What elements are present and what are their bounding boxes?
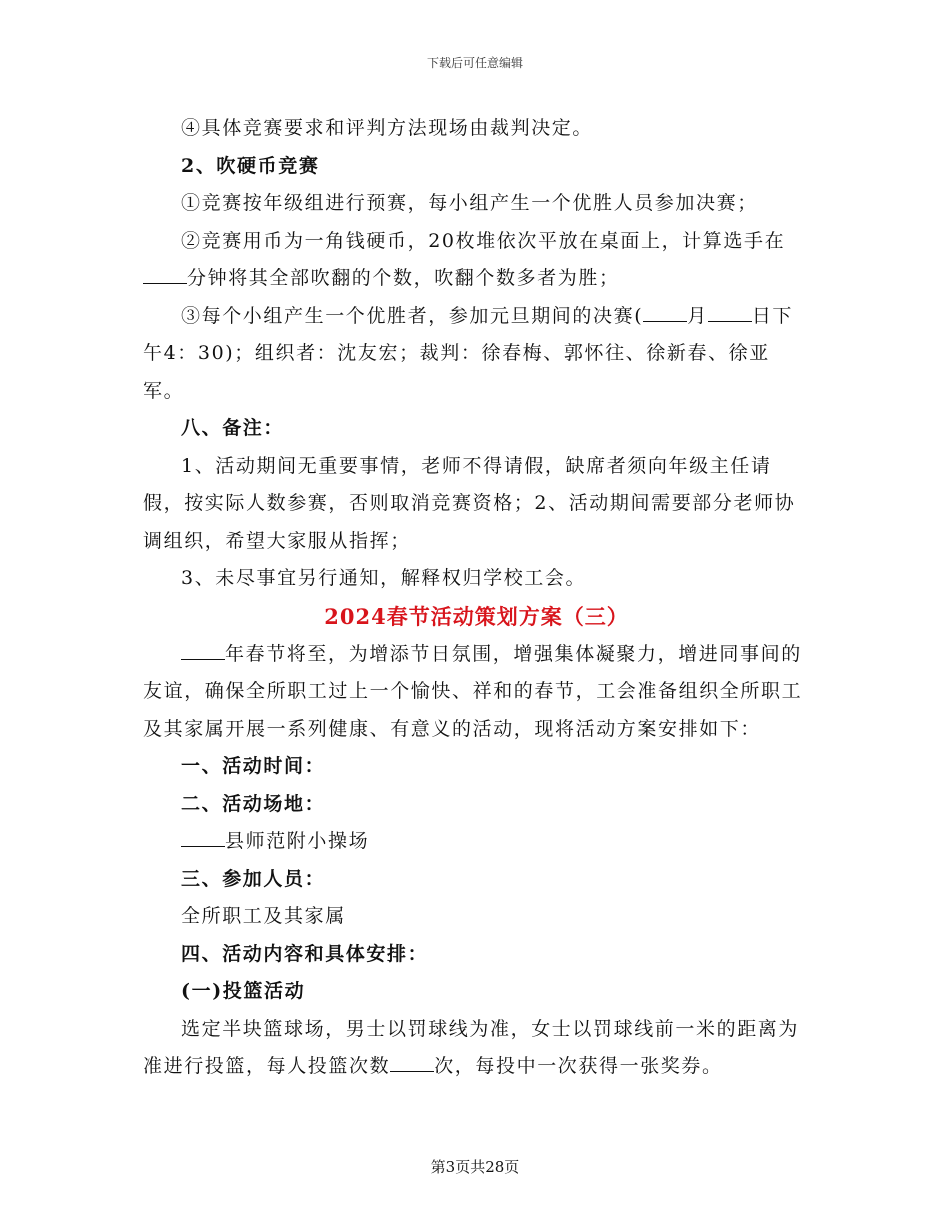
subsection-heading: (一)投篮活动 xyxy=(181,980,306,1002)
text: ③每个小组产生一个优胜者，参加元旦期间的决赛( xyxy=(181,304,644,327)
text: 选定半块篮球场，男士以罚球线为准，女士以罚球线前一米的距离为准进行投篮，每人投篮次数 xyxy=(143,1017,800,1077)
section-heading: 三、参加人员： xyxy=(181,867,326,890)
section-heading: 四、活动内容和具体安排： xyxy=(181,942,429,965)
paragraph xyxy=(143,223,810,298)
section-heading: 二、活动场地： xyxy=(181,792,326,815)
document-title: 2024春节活动策划方案（三） xyxy=(324,603,629,629)
text: 次，每投中一次获得一张奖券。 xyxy=(434,1055,723,1077)
document-body xyxy=(143,110,810,1086)
blank-field xyxy=(181,826,225,847)
paragraph xyxy=(143,823,810,861)
page-footer: 第3页共28页 xyxy=(430,1158,520,1176)
paragraph: 3、未尽事宜另行通知，解释权归学校工会。 xyxy=(181,567,587,589)
paragraph: 1、活动期间无重要事情，老师不得请假，缺席者须向年级主任请假，按实际人数参赛，否则取消竞赛资格；2、活动期间需要部分老师协调组织，希望大家服从指挥； xyxy=(143,454,796,552)
paragraph: ④具体竞赛要求和评判方法现场由裁判决定。 xyxy=(181,117,594,139)
blank-field xyxy=(708,301,752,322)
paragraph xyxy=(143,298,810,411)
text: 日下午4：30)；组织者：沈友宏；裁判：徐春梅、郭怀往、徐新春、徐亚军。 xyxy=(143,304,794,402)
paragraph: 全所职工及其家属 xyxy=(181,905,346,927)
blank-field xyxy=(390,1051,434,1072)
blank-field xyxy=(643,301,687,322)
text: 年春节将至，为增添节日氛围，增强集体凝聚力，增进同事间的友谊，确保全所职工过上一个愉快、祥和的春节，工会准备组织全所职工及其家属开展一系列健康、有意义的活动，现将活动方案安排如下： xyxy=(143,642,803,740)
text: 月 xyxy=(687,304,708,327)
paragraph xyxy=(143,636,810,749)
section-heading: 一、活动时间： xyxy=(181,755,326,777)
section-heading: 2、吹硬币竞赛 xyxy=(181,154,320,177)
section-heading: 八、备注： xyxy=(181,417,285,439)
text: 县师范附小操场 xyxy=(225,830,370,852)
blank-field xyxy=(143,263,187,284)
text: ②竞赛用币为一角钱硬币，20枚堆依次平放在桌面上，计算选手在 xyxy=(181,229,786,252)
blank-field xyxy=(181,639,225,660)
page-header: 下载后可任意编辑 xyxy=(426,56,523,70)
paragraph: ①竞赛按年级组进行预赛，每小组产生一个优胜人员参加决赛； xyxy=(181,192,758,214)
paragraph xyxy=(143,1011,810,1086)
text: 分钟将其全部吹翻的个数，吹翻个数多者为胜； xyxy=(187,267,620,289)
